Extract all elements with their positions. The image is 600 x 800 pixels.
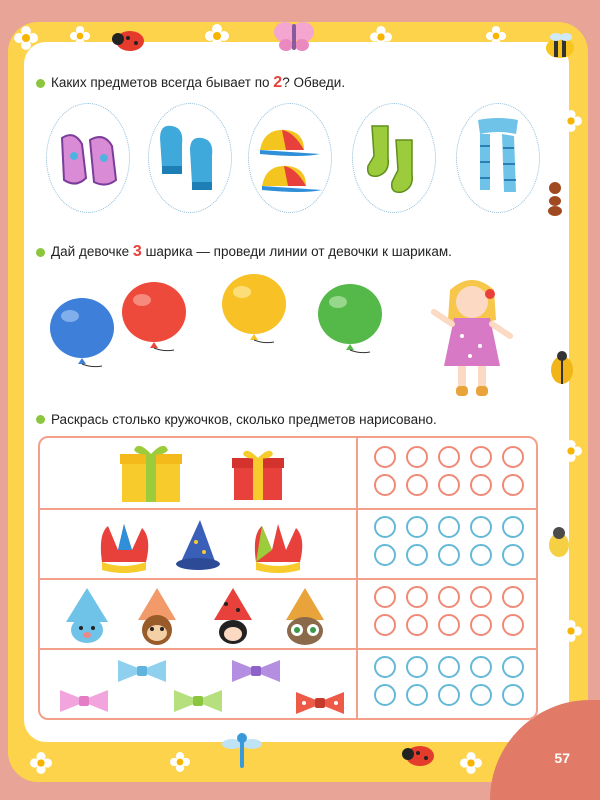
- bullet-icon: [36, 248, 45, 257]
- ant-icon: [540, 180, 570, 216]
- table-row: [40, 508, 536, 580]
- jester-hat-icon: [248, 520, 308, 576]
- task-2-instruction: [36, 243, 452, 261]
- balloon-icon[interactable]: [316, 282, 388, 360]
- task-text: Дай девочке: [51, 244, 133, 259]
- answer-circle[interactable]: [406, 516, 428, 538]
- butterfly-icon: [272, 18, 316, 54]
- party-hat-icon: [62, 586, 112, 646]
- task-3-instruction: [36, 412, 437, 427]
- answer-circle[interactable]: [406, 684, 428, 706]
- party-hat-icon: [208, 586, 258, 646]
- flower-icon: [30, 752, 52, 774]
- answer-circle[interactable]: [470, 474, 492, 496]
- flower-icon: [205, 24, 229, 48]
- answer-circle[interactable]: [470, 516, 492, 538]
- table-row: [40, 578, 536, 650]
- answer-circle[interactable]: [438, 586, 460, 608]
- answer-circle[interactable]: [406, 656, 428, 678]
- answer-circle[interactable]: [374, 614, 396, 636]
- table-row: [40, 648, 536, 720]
- flower-icon: [560, 440, 582, 462]
- scarf-icon: [468, 114, 528, 202]
- task-number: 2: [273, 74, 283, 91]
- answer-circle[interactable]: [502, 586, 524, 608]
- answer-circle[interactable]: [502, 446, 524, 468]
- answer-circle[interactable]: [374, 544, 396, 566]
- page-number: 57: [554, 750, 570, 766]
- bee-icon: [540, 30, 580, 60]
- answer-circle[interactable]: [502, 516, 524, 538]
- bug-icon: [545, 525, 573, 559]
- answer-circle[interactable]: [438, 474, 460, 496]
- socks-icon: [360, 122, 428, 196]
- dragonfly-icon: [220, 730, 264, 770]
- answer-circle[interactable]: [438, 614, 460, 636]
- flower-icon: [14, 26, 38, 50]
- flower-icon: [70, 26, 90, 46]
- answer-circle[interactable]: [502, 656, 524, 678]
- answer-circle[interactable]: [374, 516, 396, 538]
- flower-icon: [486, 26, 506, 46]
- bow-tie-icon: [294, 688, 346, 718]
- girl-icon: [428, 276, 518, 400]
- answer-circle[interactable]: [470, 544, 492, 566]
- task-text: шарика — проведи линии от девочки к шарикам.: [141, 244, 452, 259]
- party-hat-icon: [132, 586, 182, 646]
- bullet-icon: [36, 79, 45, 88]
- answer-circle[interactable]: [470, 614, 492, 636]
- answer-circle[interactable]: [502, 684, 524, 706]
- balloon-icon[interactable]: [220, 272, 292, 350]
- beetle-icon: [548, 350, 576, 386]
- task-text: Раскрась столько кружочков, сколько предметов нарисовано.: [51, 412, 437, 427]
- bullet-icon: [36, 415, 45, 424]
- answer-circle[interactable]: [438, 684, 460, 706]
- caps-icon: [252, 120, 328, 198]
- party-hat-icon: [280, 586, 330, 646]
- flower-icon: [370, 26, 392, 48]
- answer-circle[interactable]: [502, 544, 524, 566]
- answer-circle[interactable]: [470, 656, 492, 678]
- task-1-instruction: [36, 74, 345, 92]
- answer-circle[interactable]: [470, 446, 492, 468]
- answer-circle[interactable]: [438, 516, 460, 538]
- ladybug-icon: [108, 26, 148, 52]
- jester-hat-icon: [94, 520, 154, 576]
- answer-circle[interactable]: [438, 446, 460, 468]
- answer-circle[interactable]: [374, 656, 396, 678]
- balloon-icon[interactable]: [48, 296, 120, 374]
- task-number: 3: [132, 243, 142, 260]
- answer-circle[interactable]: [374, 446, 396, 468]
- wizard-hat-icon: [174, 518, 224, 574]
- answer-circle[interactable]: [470, 586, 492, 608]
- flower-icon: [560, 110, 582, 132]
- task-text: ? Обведи.: [282, 75, 346, 90]
- answer-circle[interactable]: [438, 544, 460, 566]
- sandals-icon: [52, 128, 124, 190]
- gift-icon: [118, 442, 184, 504]
- bow-tie-icon: [172, 686, 224, 716]
- task-text: Каких предметов всегда бывает по: [51, 75, 274, 90]
- answer-circle[interactable]: [406, 614, 428, 636]
- answer-circle[interactable]: [470, 684, 492, 706]
- answer-circle[interactable]: [438, 656, 460, 678]
- answer-circle[interactable]: [374, 684, 396, 706]
- answer-circle[interactable]: [374, 474, 396, 496]
- table-row: [40, 438, 536, 508]
- bow-tie-icon: [230, 656, 282, 686]
- answer-circle[interactable]: [406, 446, 428, 468]
- counting-table: [38, 436, 538, 720]
- answer-circle[interactable]: [406, 544, 428, 566]
- flower-icon: [460, 752, 482, 774]
- balloon-icon[interactable]: [120, 280, 192, 358]
- answer-circle[interactable]: [374, 586, 396, 608]
- flower-icon: [560, 620, 582, 642]
- answer-circle[interactable]: [502, 474, 524, 496]
- answer-circle[interactable]: [502, 614, 524, 636]
- flower-icon: [170, 752, 190, 772]
- bow-tie-icon: [116, 656, 168, 686]
- answer-circle[interactable]: [406, 586, 428, 608]
- answer-circle[interactable]: [406, 474, 428, 496]
- ladybug-icon: [398, 740, 438, 768]
- gift-icon: [230, 446, 286, 502]
- mittens-icon: [150, 118, 226, 198]
- bow-tie-icon: [58, 686, 110, 716]
